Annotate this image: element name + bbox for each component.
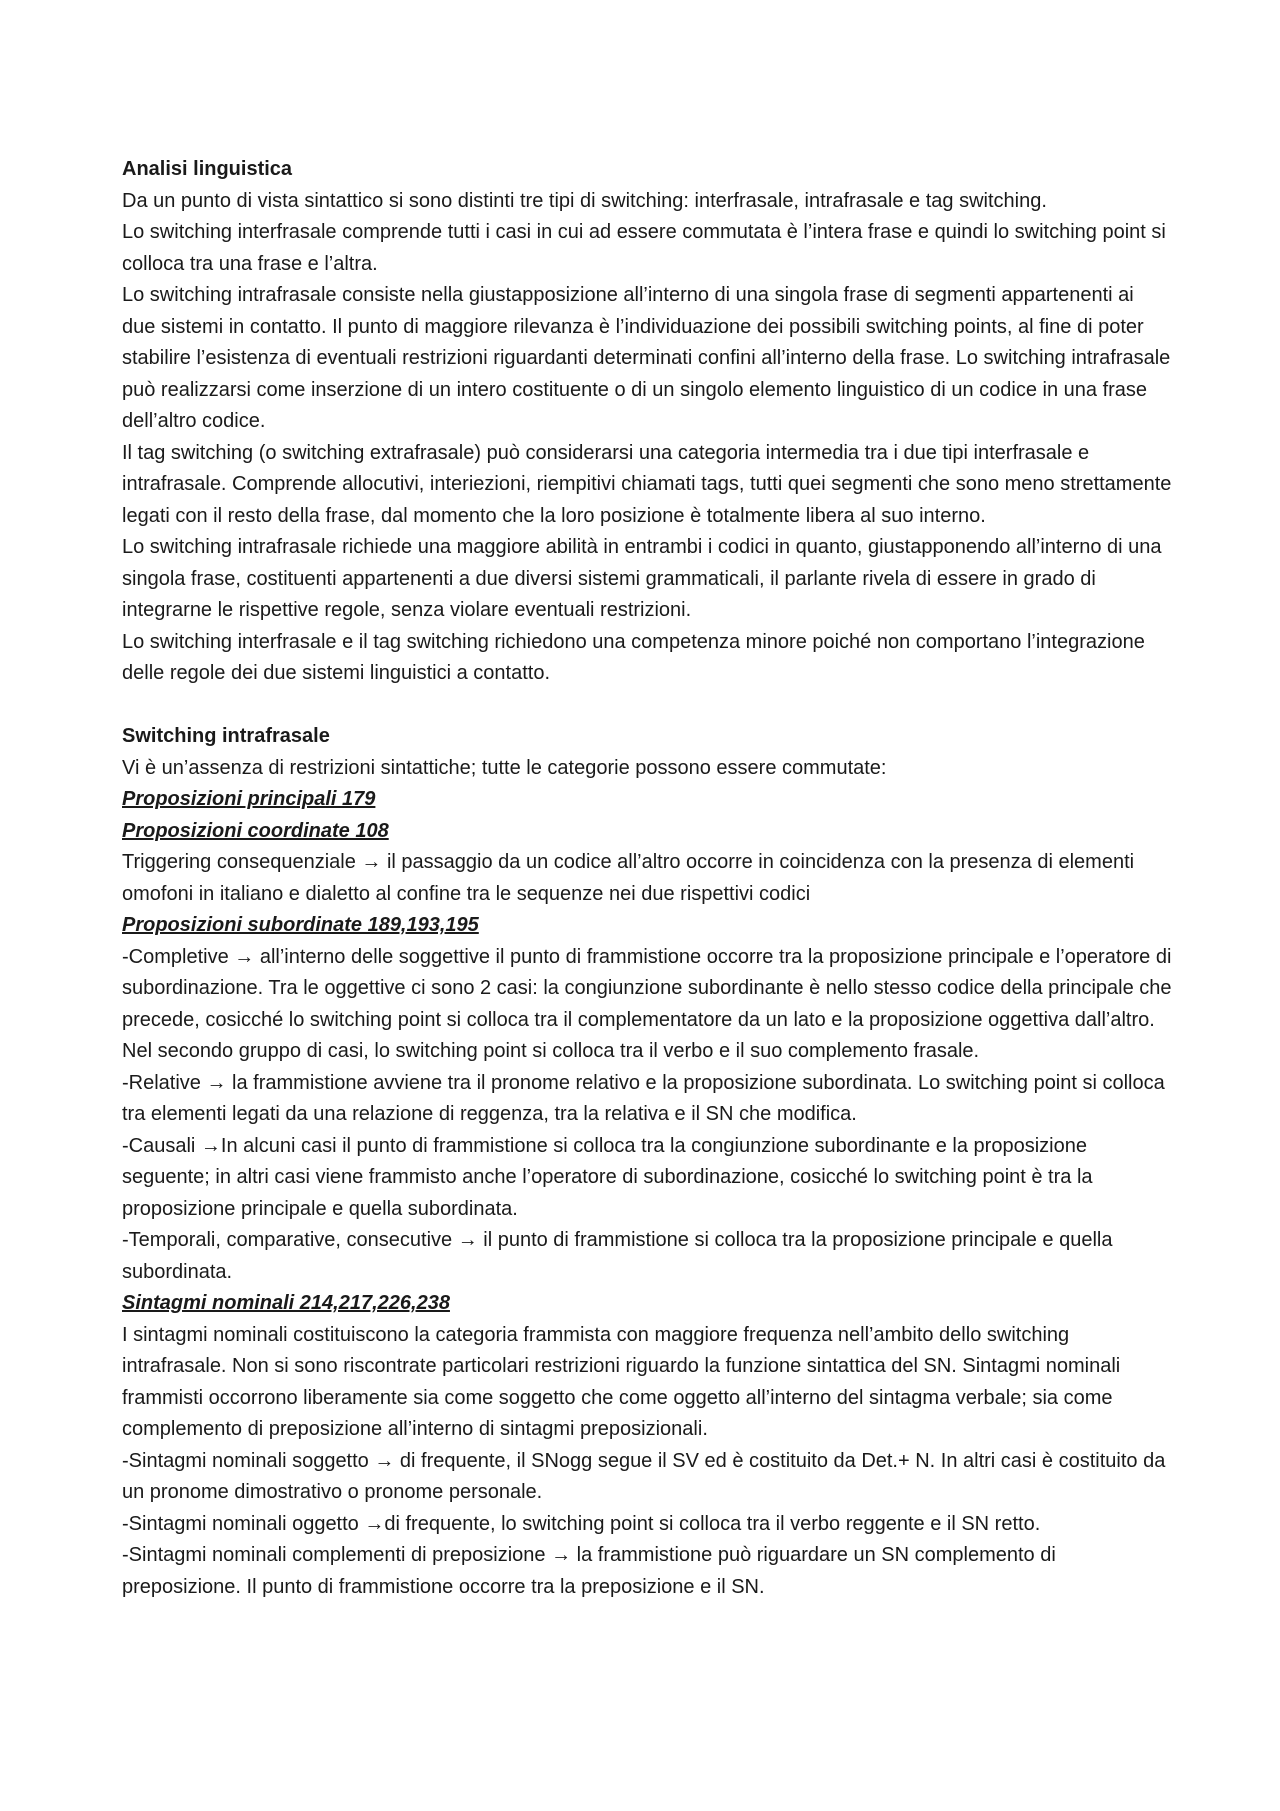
paragraph: Lo switching interfrasale e il tag switching richiedono una competenza minore poiché non comportano l’integrazione delle regole dei due sistemi linguistici a contatto.	[122, 630, 1145, 684]
paragraph: Lo switching intrafrasale richiede una maggiore abilità in entrambi i codici in quanto, giustapponendo all’interno di una singola frase, costituenti appartenenti a due diversi sistemi grammaticali, il parlante rivela di essere in grado di integrarne le rispettive regole, senza violare eventuali restrizioni.	[122, 536, 1162, 621]
oggetto-text: di frequente, lo switching point si colloca tra il verbo reggente e il SN retto.	[384, 1512, 1041, 1535]
causali-paragraph	[122, 1131, 1172, 1226]
arrow-right-icon: →	[234, 945, 255, 968]
soggetto-paragraph	[122, 1446, 1172, 1509]
temporali-text: il punto di frammistione si colloca tra la proposizione principale e quella subordinata.	[122, 1229, 1113, 1283]
relative-text: la frammistione avviene tra il pronome relativo e la proposizione subordinata. Lo switching point si colloca tra elementi legati da una relazione di reggenza, tra la relativa e il SN che modifica.	[122, 1071, 1165, 1125]
causali-label: -Causali	[122, 1134, 196, 1157]
relative-paragraph	[122, 1068, 1172, 1131]
paragraph: Lo switching intrafrasale consiste nella giustapposizione all’interno di una singola frase di segmenti appartenenti ai due sistemi in contatto. Il punto di maggiore rilevanza è l’individuazione dei possibili switching points, al fine di poter stabilire l’esistenza di eventuali restrizioni riguardanti determinati confini all’interno della frase. Lo switching intrafrasale può realizzarsi come inserzione di un intero costituente o di un singolo elemento linguistico di un codice in una frase dell’altro codice.	[122, 284, 1171, 432]
subheading-subordinate: Proposizioni subordinate 189,193,195	[122, 914, 479, 936]
arrow-right-icon: →	[364, 1512, 385, 1535]
arrow-right-icon: →	[206, 1071, 227, 1094]
sintagmi-paragraph: I sintagmi nominali costituiscono la categoria frammista con maggiore frequenza nell’ambito dello switching intrafrasale. Non si sono riscontrate particolari restrizioni riguardo la funzione sintattica del SN. Sintagmi nominali frammisti occorrono liberamente sia come soggetto che come oggetto all’interno del sintagma verbale; sia come complemento di preposizione all’interno di sintagmi preposizionali.	[122, 1323, 1121, 1440]
spacer	[122, 690, 1172, 722]
triggering-text: il passaggio da un codice all’altro occorre in coincidenza con la presenza di elementi omofoni in italiano e dialetto al confine tra le sequenze nei due rispettivi codici	[122, 851, 1135, 905]
subheading-coordinate: Proposizioni coordinate 108	[122, 819, 389, 842]
temporali-paragraph	[122, 1225, 1172, 1288]
soggetto-label: -Sintagmi nominali soggetto	[122, 1449, 369, 1472]
soggetto-text: di frequente, il SNogg segue il SV ed è costituito da Det.+ N. In altri casi è costituito da un pronome dimostrativo o pronome personale.	[122, 1449, 1166, 1503]
paragraph: Il tag switching (o switching extrafrasale) può considerarsi una categoria intermedia tra i due tipi interfrasale e intrafrasale. Comprende allocutivi, interiezioni, riempitivi chiamati tags, tutti quei segmenti che sono meno strettamente legati con il resto della frase, dal momento che la loro posizione è totalmente libera al suo interno.	[122, 441, 1172, 527]
oggetto-paragraph	[122, 1509, 1172, 1541]
arrow-right-icon: →	[374, 1449, 395, 1472]
document-page	[122, 154, 1172, 1603]
arrow-right-icon: →	[457, 1229, 478, 1251]
paragraph: Da un punto di vista sintattico si sono distinti tre tipi di switching: interfrasale, intrafrasale e tag switching.	[122, 189, 1047, 212]
causali-text: In alcuni casi il punto di frammistione si colloca tra la congiunzione subordinante e la proposizione seguente; in altri casi viene frammisto anche l’operatore di subordinazione, cosicché lo switching point è tra la proposizione principale e quella subordinata.	[122, 1134, 1093, 1220]
arrow-right-icon: →	[361, 851, 382, 873]
arrow-right-icon: →	[200, 1134, 221, 1157]
section-title-switching: Switching intrafrasale	[122, 725, 330, 747]
subheading-sintagmi: Sintagmi nominali 214,217,226,238	[122, 1292, 450, 1314]
oggetto-label: -Sintagmi nominali oggetto	[122, 1512, 359, 1535]
completive-text: all’interno delle soggettive il punto di frammistione occorre tra la proposizione principale e l’operatore di subordinazione. Tra le oggettive ci sono 2 casi: la congiunzione subordinante è nello stesso codice della principale che precede, cosicché lo switching point si colloca tra il complementatore da un lato e la proposizione oggettiva dall’altro. Nel secondo gruppo di casi, lo switching point si colloca tra il verbo e il suo complemento frasale.	[122, 945, 1172, 1062]
complementi-text: la frammistione può riguardare un SN complemento di preposizione. Il punto di frammistione occorre tra la preposizione e il SN.	[122, 1544, 1056, 1598]
arrow-right-icon: →	[551, 1544, 572, 1566]
section-title-analisi: Analisi linguistica	[122, 158, 293, 180]
completive-label: -Completive	[122, 945, 229, 968]
intro-paragraph: Vi è un’assenza di restrizioni sintattiche; tutte le categorie possono essere commutate:	[122, 756, 887, 779]
temporali-label: -Temporali, comparative, consecutive	[122, 1229, 453, 1251]
complementi-paragraph	[122, 1540, 1172, 1603]
triggering-paragraph	[122, 847, 1172, 910]
relative-label: -Relative	[122, 1071, 201, 1094]
subheading-principali: Proposizioni principali 179	[122, 788, 376, 810]
paragraph: Lo switching interfrasale comprende tutti i casi in cui ad essere commutata è l’intera frase e quindi lo switching point si colloca tra una frase e l’altra.	[122, 221, 1166, 275]
completive-paragraph	[122, 942, 1172, 1068]
triggering-label: Triggering consequenziale	[122, 851, 356, 873]
complementi-label: -Sintagmi nominali complementi di preposizione	[122, 1544, 546, 1566]
